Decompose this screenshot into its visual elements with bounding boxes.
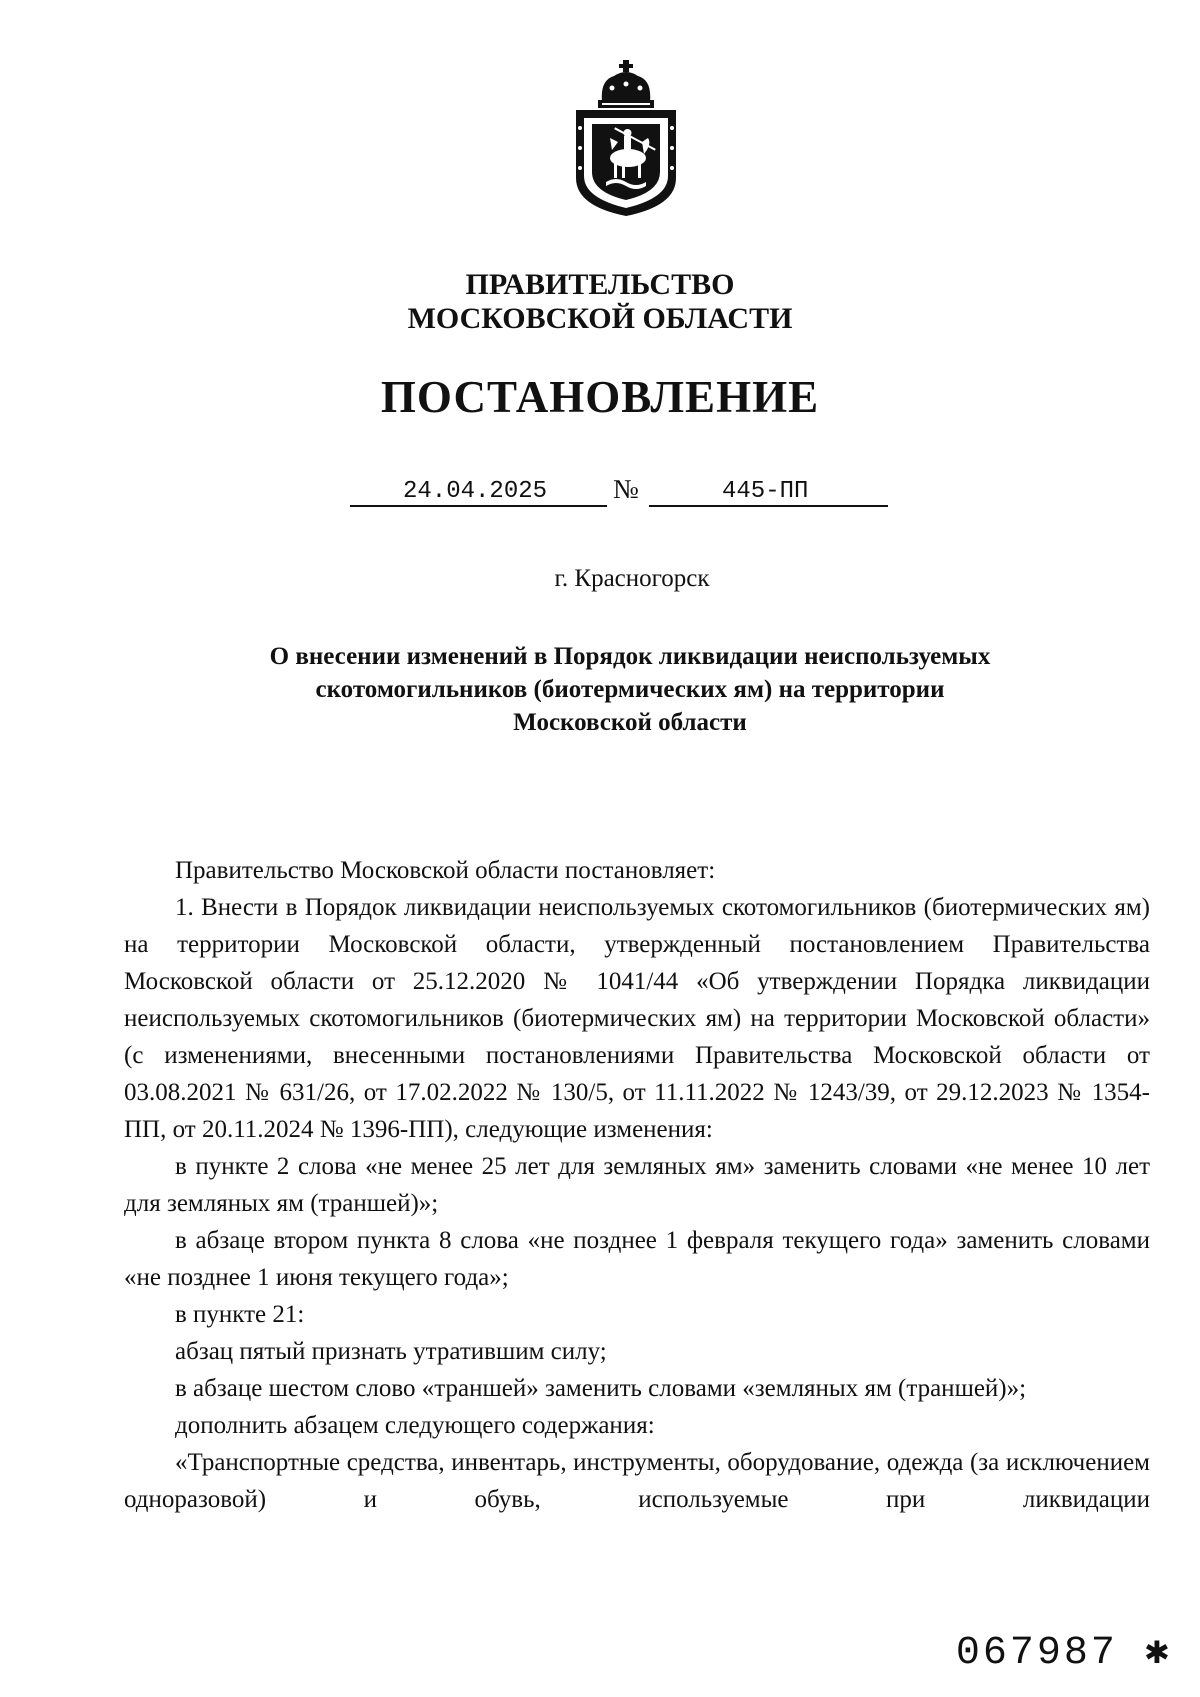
authority-line-2: МОСКОВСКОЙ ОБЛАСТИ	[407, 302, 793, 335]
city-of-issue: г. Красногорск	[554, 565, 710, 592]
preamble-paragraph: Правительство Московской области постановляет:	[175, 857, 716, 884]
number-sign: №	[613, 474, 639, 504]
serial-number-stamp: 067987 ✱	[955, 1631, 1172, 1676]
amendment-point-2: в пункте 2 слова «не менее 25 лет для земляных ям» заменить словами «не менее 10 лет для земляных ям (траншей)»;	[124, 1153, 1150, 1217]
decree-body	[124, 852, 1150, 1518]
new-paragraph-text: «Транспортные средства, инвентарь, инструменты, оборудование, одежда (за исключением одноразовой) и обувь, используемые при ликвидации	[124, 1449, 1150, 1513]
subject-line-3: Московской области	[513, 709, 747, 736]
decree-subject	[200, 640, 1060, 739]
subject-line-2: скотомогильников (биотермических ям) на территории	[315, 676, 945, 703]
moscow-oblast-coat-of-arms-icon	[566, 58, 686, 218]
subject-line-1: О внесении изменений в Порядок ликвидации неиспользуемых	[269, 643, 991, 670]
clause-1-paragraph: 1. Внести в Порядок ликвидации неиспользуемых скотомогильников (биотермических ям) на территории Московской области, утвержденный постановлением Правительства Московской области от 25.12.2020 № 1041/44 «Об утверждении Порядка ликвидации неиспользуемых скотомогильников (биотермических ям) на территории Московской области» (с изменениями, внесенными постановлениями Правительства Московской области от 03.08.2021 № 631/26, от 17.02.2022 № 130/5, от 11.11.2022 № 1243/39, от 29.12.2023 № 1354-ПП, от 20.11.2024 № 1396-ПП), следующие изменения:	[124, 894, 1150, 1143]
amendment-point-8: в абзаце втором пункта 8 слова «не позднее 1 февраля текущего года» заменить словами «не позднее 1 июня текущего года»;	[124, 1227, 1150, 1291]
registration-line	[350, 473, 910, 507]
decree-date: 24.04.2025	[403, 478, 548, 505]
amendment-add-paragraph: дополнить абзацем следующего содержания:	[175, 1412, 655, 1439]
document-type-title: ПОСТАНОВЛЕНИЕ	[380, 372, 820, 422]
amendment-point-21-intro: в пункте 21:	[175, 1301, 305, 1328]
amendment-paragraph-5: абзац пятый признать утратившим силу;	[175, 1338, 607, 1365]
issuing-authority	[0, 268, 1200, 336]
authority-line-1: ПРАВИТЕЛЬСТВО	[465, 268, 735, 301]
amendment-paragraph-6: в абзаце шестом слово «траншей» заменить словами «земляных ям (траншей)»;	[175, 1375, 1027, 1402]
decree-number: 445-ПП	[722, 478, 809, 505]
